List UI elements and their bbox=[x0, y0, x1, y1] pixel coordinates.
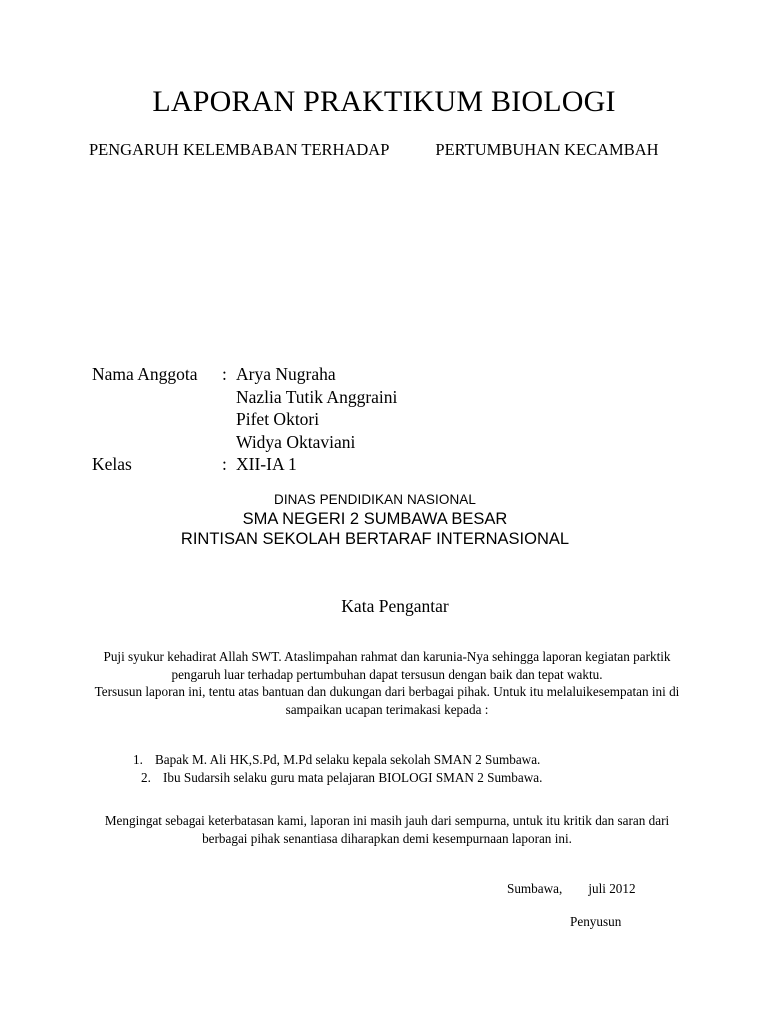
preface-heading: Kata Pengantar bbox=[341, 596, 449, 616]
member-row bbox=[92, 363, 397, 386]
document-subtitle bbox=[89, 139, 689, 160]
member-row bbox=[92, 431, 397, 454]
member-name-4: Widya Oktaviani bbox=[236, 431, 356, 452]
signature-date: juli 2012 bbox=[588, 881, 636, 896]
member-name-3: Pifet Oktori bbox=[236, 409, 320, 429]
member-name-1: Arya Nugraha bbox=[236, 364, 336, 384]
signature-signer: Penyusun bbox=[570, 914, 622, 929]
member-row bbox=[92, 386, 397, 409]
acknowledgement-item bbox=[0, 751, 768, 769]
acknowledgement-list bbox=[0, 751, 768, 787]
preface-body bbox=[94, 648, 680, 718]
institution-line-3: RINTISAN SEKOLAH BERTARAF INTERNASIONAL bbox=[180, 530, 570, 548]
acknowledgement-text: Bapak M. Ali HK,S.Pd, M.Pd selaku kepala sekolah SMAN 2 Sumbawa. bbox=[155, 752, 541, 767]
institution-line-1: DINAS PENDIDIKAN NASIONAL bbox=[273, 492, 477, 507]
class-row bbox=[92, 453, 397, 476]
signature-block bbox=[0, 880, 768, 931]
preface-paragraph-1: Puji syukur kehadirat Allah SWT. Ataslimpahan rahmat dan karunia-Nya sehingga laporan kegiatan parktik pengaruh luar terhadap pertumbuhan dapat tersusun dengan baik dan tepat waktu. bbox=[103, 649, 671, 682]
members-class-value: XII-IA 1 bbox=[236, 454, 297, 474]
signature-place: Sumbawa, bbox=[507, 881, 563, 896]
members-class-colon: : bbox=[222, 454, 227, 474]
acknowledgement-text: Ibu Sudarsih selaku guru mata pelajaran BIOLOGI SMAN 2 Sumbawa. bbox=[163, 770, 543, 785]
preface-closing bbox=[94, 812, 680, 847]
members-name-colon: : bbox=[222, 364, 227, 384]
member-row bbox=[92, 408, 397, 431]
preface-closing-paragraph: Mengingat sebagai keterbatasan kami, laporan ini masih jauh dari sempurna, untuk itu kritik dan saran dari berbagai pihak senantiasa diharapkan demi kesempurnaan laporan ini. bbox=[104, 813, 670, 846]
members-name-label: Nama Anggota bbox=[92, 364, 198, 384]
document-subtitle-part-1: PENGARUH KELEMBABAN TERHADAP bbox=[89, 140, 390, 159]
preface-paragraph-2: Tersusun laporan ini, tentu atas bantuan dan dukungan dari berbagai pihak. Untuk itu melaluikesempatan ini di sampaikan ucapan terimakasi kepada : bbox=[94, 684, 680, 717]
institution-line-2: SMA NEGERI 2 SUMBAWA BESAR bbox=[242, 510, 508, 528]
members-block bbox=[92, 363, 397, 476]
institution-block bbox=[0, 490, 768, 549]
acknowledgement-item bbox=[0, 769, 768, 787]
signature-place-row bbox=[0, 880, 768, 898]
acknowledgement-number: 2. bbox=[141, 770, 151, 785]
member-name-2: Nazlia Tutik Anggraini bbox=[236, 386, 398, 407]
document-title: LAPORAN PRAKTIKUM BIOLOGI bbox=[152, 85, 616, 118]
members-class-label: Kelas bbox=[92, 454, 132, 474]
acknowledgement-number: 1. bbox=[133, 752, 143, 767]
document-subtitle-part-2: PERTUMBUHAN KECAMBAH bbox=[435, 140, 659, 159]
